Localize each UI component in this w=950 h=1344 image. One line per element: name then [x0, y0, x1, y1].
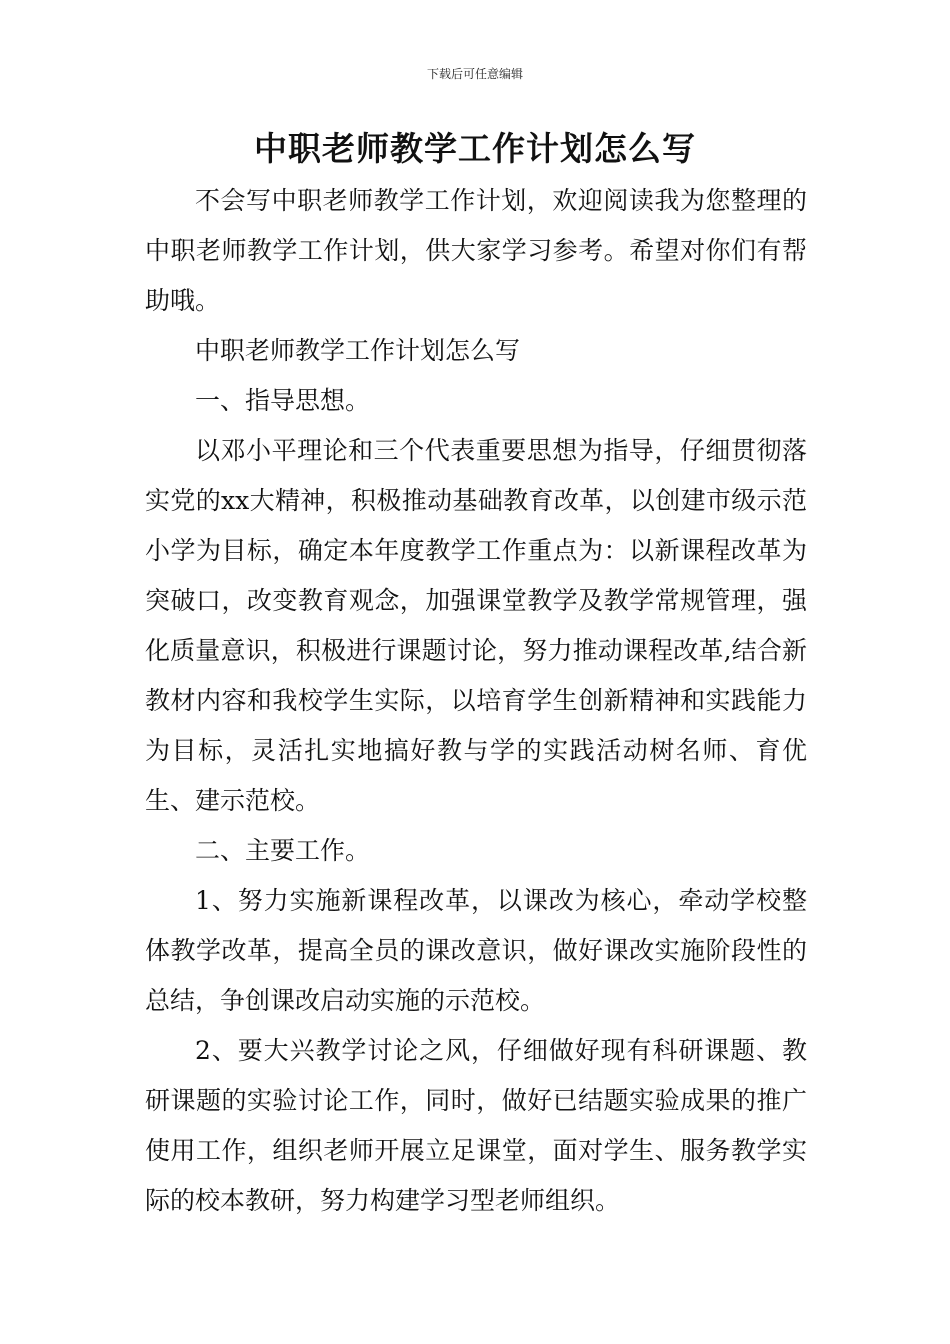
section-heading-main-work: 二、主要工作。 [195, 836, 371, 865]
main-work-item-2: 2、要大兴教学讨论之风，仔细做好现有科研课题、教研课题的实验讨论工作，同时，做好已结题实验成果的推广使用工作，组织老师开展立足课堂，面对学生、服务教学实际的校本教研，努力构建学习型老师组织。 [145, 1036, 807, 1215]
subtitle-paragraph: 中职老师教学工作计划怎么写 [195, 336, 521, 365]
main-work-item-1: 1、努力实施新课程改革，以课改为核心，牵动学校整体教学改革，提高全员的课改意识，做好课改实施阶段性的总结，争创课改启动实施的示范校。 [145, 886, 807, 1015]
guiding-thought-paragraph: 以邓小平理论和三个代表重要思想为指导，仔细贯彻落实党的xx大精神，积极推动基础教育改革，以创建市级示范小学为目标，确定本年度教学工作重点为：以新课程改革为突破口，改变教育观念，加强课堂教学及教学常规管理，强化质量意识，积极进行课题讨论，努力推动课程改革,结合新教材内容和我校学生实际，以培育学生创新精神和实践能力为目标，灵活扎实地搞好教与学的实践活动树名师、育优生、建示范校。 [145, 436, 807, 815]
section-heading-guiding-thought: 一、指导思想。 [195, 386, 371, 415]
document-body [145, 176, 807, 1226]
header-note: 下载后可任意编辑 [426, 67, 523, 81]
document-title: 中职老师教学工作计划怎么写 [254, 129, 696, 168]
intro-paragraph: 不会写中职老师教学工作计划，欢迎阅读我为您整理的中职老师教学工作计划，供大家学习参考。希望对你们有帮助哦。 [145, 186, 807, 315]
